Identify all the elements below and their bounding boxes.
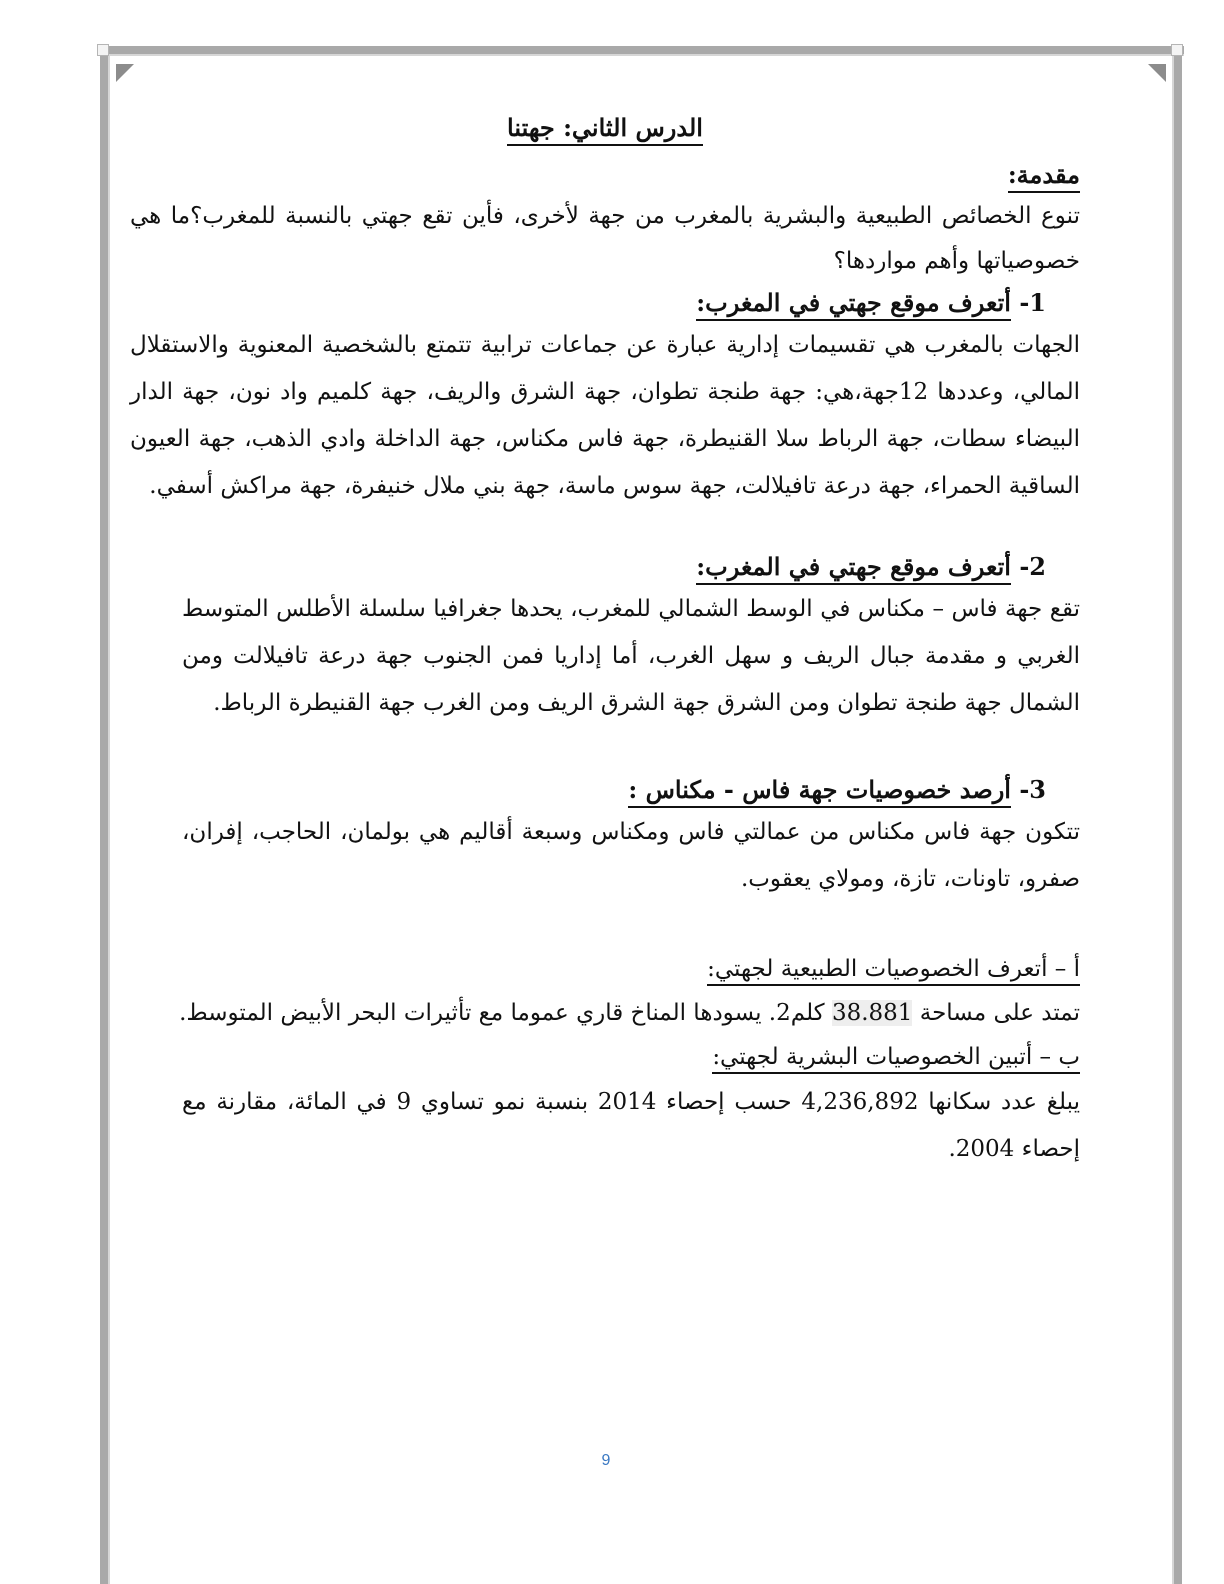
- natural-features-paragraph: [130, 991, 1080, 1035]
- lesson-title: [130, 108, 1080, 148]
- corner-triangle-left: [116, 64, 134, 82]
- intro-heading-text: مقدمة:: [1008, 160, 1080, 193]
- page-number: 9: [601, 1452, 611, 1469]
- section-3-heading-text: أرصد خصوصيات جهة فاس - مكناس :: [628, 775, 1011, 808]
- corner-ornament-top-left: [97, 44, 109, 56]
- corner-ornament-top-right: [1171, 44, 1183, 56]
- section-1-number: 1-: [1019, 288, 1046, 317]
- human-features-heading-text: ب – أتبين الخصوصيات البشرية لجهتي:: [712, 1044, 1080, 1074]
- section-1-heading-text: أتعرف موقع جهتي في المغرب:: [696, 288, 1011, 321]
- section-2-paragraph: تقع جهة فاس – مكناس في الوسط الشمالي للمغرب، يحدها جغرافيا سلسلة الأطلس المتوسط الغربي و مقدمة جبال الريف و سهل الغرب، أما إداريا فمن الجنوب جهة درعة تافيلالت ومن الشمال جهة طنجة تطوان ومن الشرق جهة الشرق الريف ومن الغرب جهة القنيطرة الرباط.: [182, 596, 1080, 716]
- page-border-left-inner: [108, 54, 110, 1584]
- section-3-heading: [130, 771, 1080, 809]
- lesson-title-text: الدرس الثاني: جهتنا: [507, 113, 703, 146]
- page-border-right-inner: [1172, 54, 1174, 1584]
- section-2-number: 2-: [1019, 552, 1046, 581]
- human-features-heading: [130, 1035, 1080, 1079]
- section-1-heading: [130, 284, 1080, 322]
- natural-text-before: تمتد على مساحة: [912, 1000, 1080, 1026]
- intro-paragraph: تنوع الخصائص الطبيعية والبشرية بالمغرب من جهة لأخرى، فأين تقع جهتي بالنسبة للمغرب؟ما هي خصوصياتها وأهم مواردها؟: [130, 203, 1080, 274]
- section-3-paragraph: تتكون جهة فاس مكناس من عمالتي فاس ومكناس وسبعة أقاليم هي بولمان، الحاجب، إفران، صفرو، تاونات، تازة، ومولاي يعقوب.: [182, 819, 1080, 892]
- natural-features-heading-text: أ – أتعرف الخصوصيات الطبيعية لجهتي:: [707, 956, 1080, 986]
- section-2-heading: [130, 548, 1080, 586]
- section-1-paragraph: الجهات بالمغرب هي تقسيمات إدارية عبارة عن جماعات ترابية تتمتع بالشخصية المعنوية والاستقلال المالي، وعددها 12جهة،هي: جهة طنجة تطوان، جهة الشرق والريف، جهة كلميم واد نون، جهة الدار البيضاء سطات، جهة الرباط سلا القنيطرة، جهة فاس مكناس، جهة الداخلة وادي الذهب، جهة العيون الساقية الحمراء، جهة درعة تافيلالت، جهة سوس ماسة، جهة بني ملال خنيفرة، جهة مراكش أسفي.: [130, 332, 1080, 499]
- page-border-left: [100, 46, 108, 1584]
- human-features-paragraph: يبلغ عدد سكانها 4,236,892 حسب إحصاء 2014 بنسبة نمو تساوي 9 في المائة، مقارنة مع إحصاء 2004.: [182, 1089, 1080, 1162]
- intro-heading: [130, 156, 1080, 194]
- section-3-number: 3-: [1019, 775, 1046, 804]
- section-2-heading-text: أتعرف موقع جهتي في المغرب:: [696, 552, 1011, 585]
- page-border-top: [100, 46, 1184, 54]
- natural-features-heading: [130, 947, 1080, 991]
- corner-triangle-right: [1148, 64, 1166, 82]
- document-body: [130, 108, 1080, 1173]
- page-border-right: [1174, 46, 1182, 1584]
- natural-text-after: كلم2. يسودها المناخ قاري عموما مع تأثيرات البحر الأبيض المتوسط.: [179, 1000, 832, 1026]
- page-border-top-inner: [100, 54, 1184, 56]
- area-value: 38.881: [831, 1000, 913, 1026]
